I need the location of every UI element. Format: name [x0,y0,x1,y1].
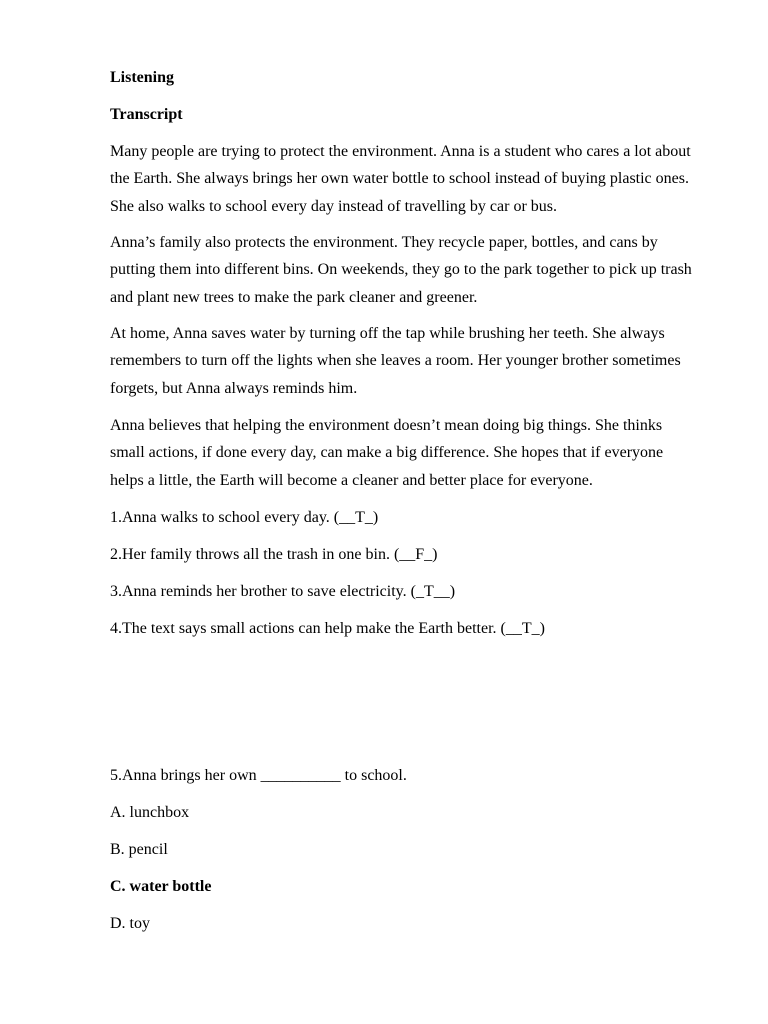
mc-option-b: B. pencil [110,841,168,858]
transcript-paragraph-4: Anna believes that helping the environment doesn’t mean doing big things. She thinks small actions, if done every day, can make a big difference. She hopes that if everyone helps a little, the Earth will become a cleaner and better place for everyone. [110,417,664,489]
transcript-paragraph-1: Many people are trying to protect the environment. Anna is a student who cares a lot about the Earth. She always brings her own water bottle to school instead of buying plastic ones. She also walks to school every day instead of travelling by car or bus. [110,143,691,215]
tf-question-4: 4.The text says small actions can help make the Earth better. (__T_) [110,620,545,637]
section-heading: Listening [110,69,175,86]
tf-question-1: 1.Anna walks to school every day. (__T_) [110,509,379,526]
mc-option-a: A. lunchbox [110,804,190,821]
tf-question-3: 3.Anna reminds her brother to save electricity. (_T__) [110,583,456,600]
transcript-paragraph-2: Anna’s family also protects the environment. They recycle paper, bottles, and cans by putting them into different bins. On weekends, they go to the park together to pick up trash and plant new trees to make the park cleaner and greener. [110,234,692,306]
mc-option-d: D. toy [110,915,150,932]
transcript-heading: Transcript [110,106,183,123]
mc-question-5: 5.Anna brings her own __________ to school. [110,767,407,784]
transcript-paragraph-3: At home, Anna saves water by turning off the tap while brushing her teeth. She always remembers to turn off the lights when she leaves a room. Her younger brother sometimes forgets, but Anna always reminds him. [110,325,681,397]
mc-option-c: C. water bottle [110,878,212,895]
tf-question-2: 2.Her family throws all the trash in one bin. (__F_) [110,546,438,563]
